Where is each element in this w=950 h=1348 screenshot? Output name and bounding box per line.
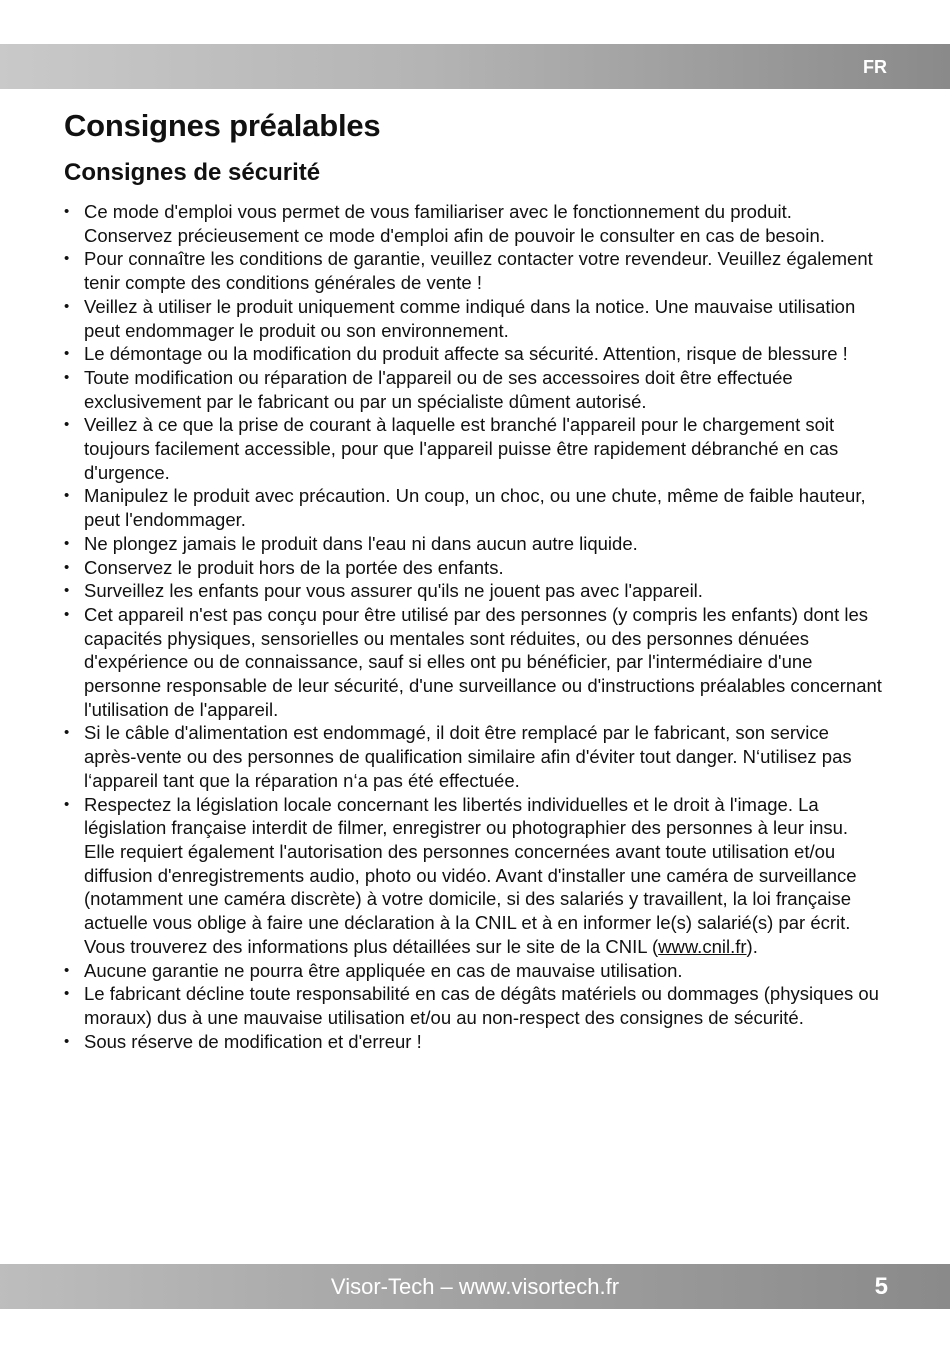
list-item-text: Pour connaître les conditions de garantie, veuillez contacter votre revendeur. Veuillez également tenir compte des conditions générales de vente !	[84, 248, 873, 294]
bullet-icon: •	[64, 534, 70, 552]
list-item-text-end: ).	[746, 935, 758, 957]
list-item	[64, 532, 884, 556]
list-item	[64, 579, 884, 603]
list-item	[64, 200, 884, 247]
list-item	[64, 959, 884, 983]
bullet-icon: •	[64, 605, 70, 623]
list-item	[64, 556, 884, 580]
list-item	[64, 982, 884, 1029]
list-item	[64, 793, 884, 959]
bullet-icon: •	[64, 297, 70, 315]
page-title: Consignes préalables	[64, 108, 381, 143]
list-item-text: Conservez le produit hors de la portée des enfants.	[84, 556, 504, 578]
list-item	[64, 366, 884, 413]
language-label: FR	[863, 57, 887, 77]
bullet-icon: •	[64, 203, 70, 220]
list-item-text: Aucune garantie ne pourra être appliquée en cas de mauvaise utilisation.	[84, 959, 683, 981]
bullet-icon: •	[64, 416, 70, 434]
cnil-link[interactable]: www.cnil.fr	[658, 935, 747, 957]
section-title: Consignes de sécurité	[64, 159, 321, 186]
list-item-text: Si le câble d'alimentation est endommagé, il doit être remplacé par le fabricant, son service après-vente ou des personnes de qualification similaire afin d'éviter tout danger. N‘utilisez pas l‘appareil tant que la réparation n‘a pas été effectuée.	[84, 722, 852, 791]
bullet-icon: •	[64, 582, 70, 600]
footer-text: Visor-Tech – www.visortech.fr	[330, 1274, 620, 1299]
bullet-icon: •	[64, 558, 70, 576]
bullet-icon: •	[64, 368, 70, 386]
list-item-text: Veillez à ce que la prise de courant à laquelle est branché l'appareil pour le chargement soit toujours facilement accessible, pour que l'appareil puisse être rapidement débranché en cas d'urgence.	[84, 414, 839, 483]
header-bar	[0, 44, 950, 89]
safety-list	[64, 200, 884, 1053]
list-item	[64, 721, 884, 792]
list-item-text: Surveillez les enfants pour vous assurer qu'ils ne jouent pas avec l'appareil.	[84, 580, 703, 602]
list-item	[64, 1030, 884, 1054]
bullet-icon: •	[64, 724, 70, 742]
list-item-text: Cet appareil n'est pas conçu pour être utilisé par des personnes (y compris les enfants) dont les capacités physiques, sensorielles ou mentales sont réduites, ou des personnes dénuées d'expérience ou de connaissance, sauf si elles ont pu bénéficier, par l'intermédiaire d'une personne responsable de leur sécurité, d'une surveillance ou d'instructions préalables concernant l'utilisation de l'appareil.	[84, 603, 882, 720]
list-item-text: Toute modification ou réparation de l'appareil ou de ses accessoires doit être effectuée exclusivement par le fabricant ou par un spécialiste dûment autorisé.	[84, 366, 793, 412]
bullet-icon: •	[64, 487, 70, 505]
list-item-text: Manipulez le produit avec précaution. Un coup, un choc, ou une chute, même de faible hauteur, peut l'endommager.	[84, 485, 866, 531]
list-item	[64, 295, 884, 342]
list-item-text: Veillez à utiliser le produit uniquement comme indiqué dans la notice. Une mauvaise utilisation peut endommager le produit ou son environnement.	[84, 295, 856, 341]
list-item-text: Respectez la législation locale concernant les libertés individuelles et le droit à l'image. La législation française interdit de filmer, enregistrer ou photographier des personnes à leur insu. Elle requiert également l'autorisation des personnes concernées avant toute utilisation et/ou diffusion d'enregistrements audio, photo ou vidéo. Avant d'installer une caméra de surveillance (notamment une caméra discrète) à votre domicile, si des salariés y travaillent, la loi française actuelle vous oblige à faire une déclaration à la CNIL et à en informer le(s) salarié(s) par écrit. Vous trouverez des informations plus détaillées sur le site de la CNIL (	[84, 793, 857, 957]
footer-bar	[0, 1264, 950, 1309]
list-item-text: Ce mode d'emploi vous permet de vous familiariser avec le fonctionnement du produit. Conservez précieusement ce mode d'emploi afin de pouvoir le consulter en cas de besoin.	[84, 201, 825, 246]
bullet-icon: •	[64, 985, 70, 1003]
bullet-icon: •	[64, 250, 70, 268]
list-item	[64, 342, 884, 366]
list-item-text: Ne plongez jamais le produit dans l'eau ni dans aucun autre liquide.	[84, 532, 638, 554]
list-item	[64, 603, 884, 722]
page-number: 5	[874, 1273, 888, 1300]
list-item	[64, 413, 884, 484]
bullet-icon: •	[64, 961, 70, 979]
list-item	[64, 484, 884, 531]
bullet-icon: •	[64, 795, 70, 813]
list-item-text: Le démontage ou la modification du produit affecte sa sécurité. Attention, risque de blessure !	[84, 343, 848, 365]
list-item-text: Le fabricant décline toute responsabilité en cas de dégâts matériels ou dommages (physiques ou moraux) dus à une mauvaise utilisation et/ou au non-respect des consignes de sécurité.	[84, 983, 879, 1028]
bullet-icon: •	[64, 345, 70, 363]
list-item	[64, 247, 884, 294]
bullet-icon: •	[64, 1032, 70, 1050]
list-item-text: Sous réserve de modification et d'erreur !	[84, 1030, 422, 1052]
